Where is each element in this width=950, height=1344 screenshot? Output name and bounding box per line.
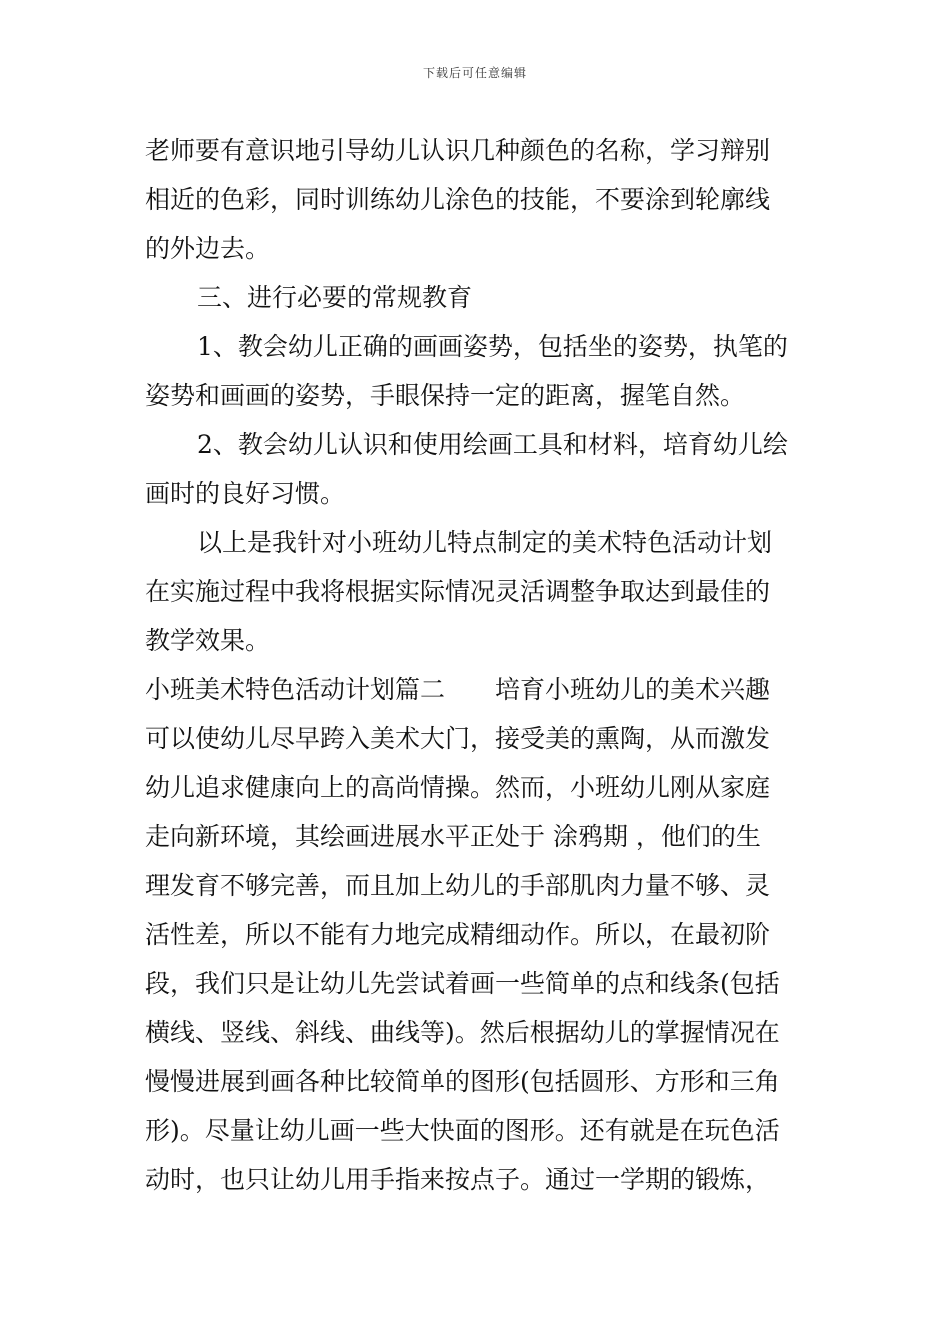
text-line: 慢慢进展到画各种比较简单的图形(包括圆形、方形和三角 — [145, 1067, 780, 1096]
text-line: 姿势和画画的姿势，手眼保持一定的距离，握笔自然。 — [145, 381, 746, 410]
text-line: 走向新环境，其绘画进展水平正处于 涂鸦期 ，他们的生 — [145, 822, 761, 851]
text-line: 形)。尽量让幼儿画一些大快面的图形。还有就是在玩色活 — [145, 1116, 780, 1145]
text-line: 以上是我针对小班幼儿特点制定的美术特色活动计划 — [197, 528, 773, 557]
text-line: 段，我们只是让幼儿先尝试着画一些简单的点和线条(包括 — [145, 969, 780, 998]
text-line: 理发育不够完善，而且加上幼儿的手部肌肉力量不够、灵 — [145, 871, 771, 900]
text-line: 动时，也只让幼儿用手指来按点子。通过一学期的锻炼， — [145, 1165, 771, 1194]
text-line: 教学效果。 — [145, 626, 271, 655]
text-line: 1、教会幼儿正确的画画姿势，包括坐的姿势，执笔的 — [197, 332, 788, 361]
text-line: 活性差，所以不能有力地完成精细动作。所以，在最初阶 — [145, 920, 771, 949]
text-line: 幼儿追求健康向上的高尚情操。然而，小班幼儿刚从家庭 — [145, 773, 771, 802]
text-line: 横线、竖线、斜线、曲线等)。然后根据幼儿的掌握情况在 — [145, 1018, 780, 1047]
text-line: 画时的良好习惯。 — [145, 479, 346, 508]
text-line: 可以使幼儿尽早跨入美术大门，接受美的熏陶，从而激发 — [145, 724, 771, 753]
text-line: 的外边去。 — [145, 234, 271, 263]
text-line: 相近的色彩，同时训练幼儿涂色的技能，不要涂到轮廓线 — [145, 185, 771, 214]
text-line: 2、教会幼儿认识和使用绘画工具和材料，培育幼儿绘 — [197, 430, 788, 459]
page-header: 下载后可任意编辑 — [422, 66, 527, 80]
text-line: 老师要有意识地引导幼儿认识几种颜色的名称，学习辩别 — [145, 136, 771, 165]
section-heading: 三、进行必要的常规教育 — [197, 283, 473, 312]
document-body — [145, 126, 809, 1204]
text-line: 在实施过程中我将根据实际情况灵活调整争取达到最佳的 — [145, 577, 771, 606]
article-title-line: 小班美术特色活动计划篇二 培育小班幼儿的美术兴趣 — [145, 675, 771, 704]
